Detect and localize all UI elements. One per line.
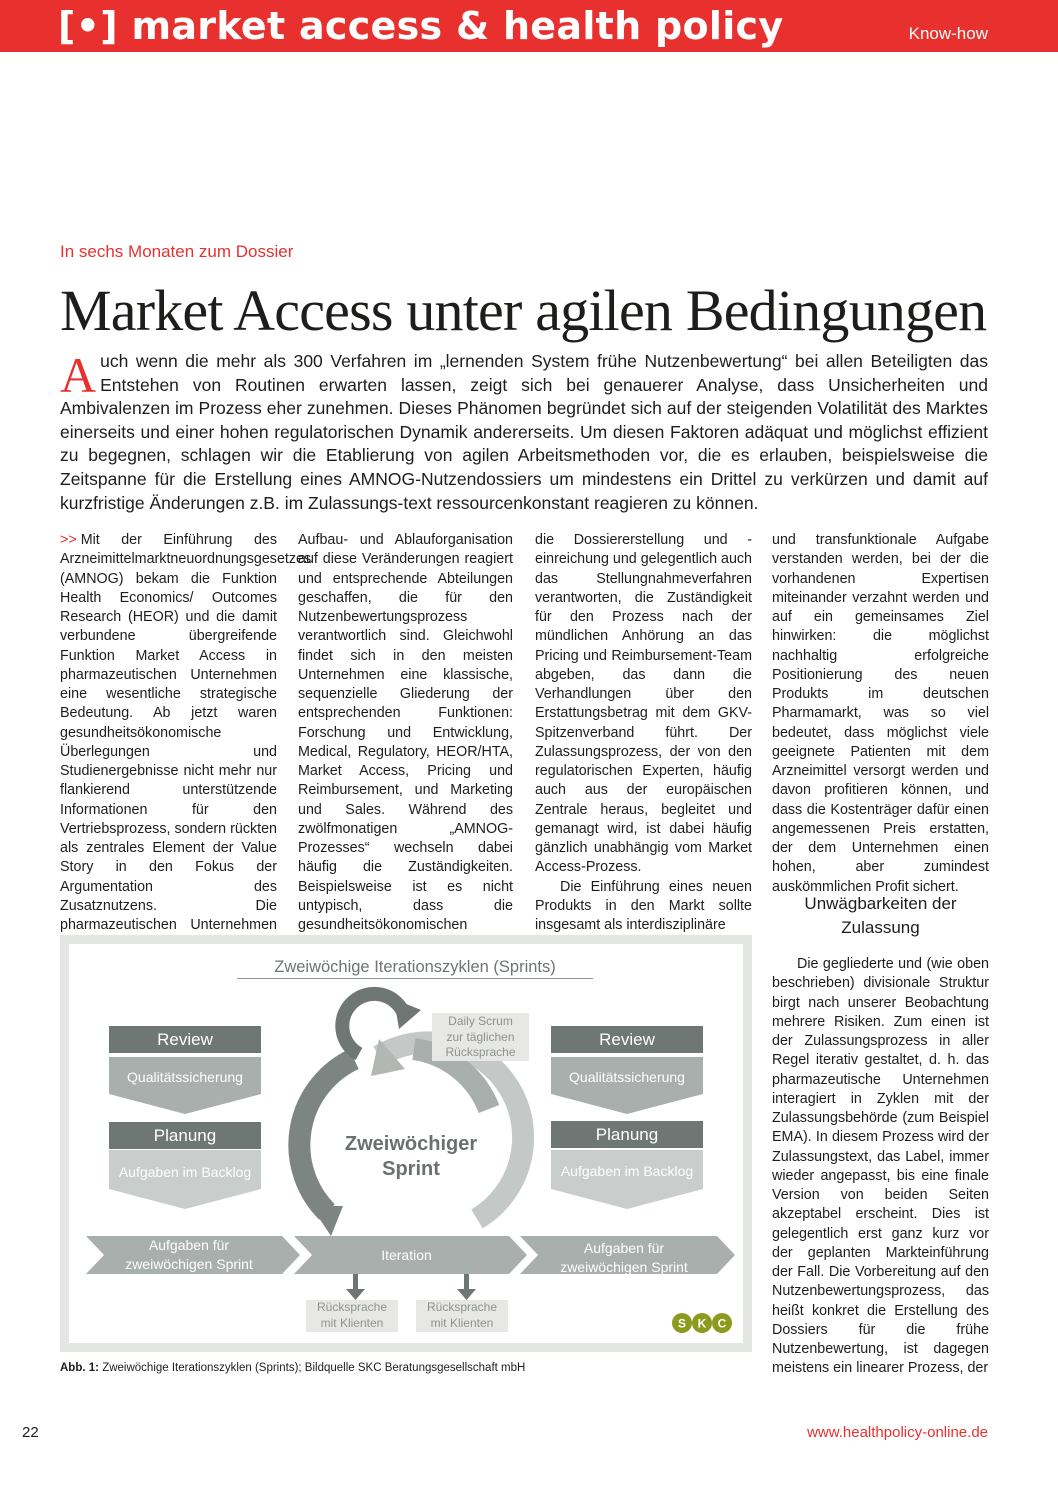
scrum-loop-arrowhead (394, 999, 421, 1029)
scrum-line-3: Rücksprache (445, 1045, 516, 1059)
body-column-4-continued (772, 955, 989, 1379)
right-planung-box: Planung (551, 1121, 703, 1148)
article-lead (60, 347, 988, 515)
article-headline: Market Access unter agilen Bedingungen (60, 278, 987, 343)
right-review-box: Review (551, 1026, 703, 1053)
website-link[interactable]: www.healthpolicy-online.de (807, 1424, 988, 1441)
logo-letter-c: C (717, 1316, 727, 1331)
publication-title: [•] market access & health policy (58, 4, 784, 48)
cycle-arrowhead-dark (311, 1206, 343, 1236)
iteration-label: Iteration (381, 1247, 432, 1263)
column-4-paragraph-1: und transfunktionale Aufgabe verstanden werden, bei der die vorhandenen Expertisen miteinander verzahnt werden und auf ein gemeinsames Ziel hinwirken: die möglichst nachhaltig erfolgreiche Positionierung des neuen Produkts im deutschen Pharmamarkt, was so viel bedeutet, dass möglichst viele geeignete Patienten mit dem Arzneimittel versorgt werden und davon profitieren können, und dass die Kostenträger dafür einen angemessenen Preis erstatten, der dem Unternehmen einen hohen, aber zumindest auskömmlichen Profit sichert. (772, 532, 989, 895)
diagram-canvas (69, 944, 743, 1343)
column-2-text: Aufbau- und Ablauforganisation auf diese Veränderungen reagiert und entsprechende Abteilungen geschaffen, die für den Nutzenbewertungsprozess verantwortlich sind. Gleichwohl findet sich in den meisten Unternehmen eine klassische, sequenzielle Gliederung der entsprechenden Funktionen: Forschung und Entwicklung, Medical, Regulatory, HEOR/HTA, Market Access, Pricing und Reimbursement, und Marketing und Sales. Während des zwölfmonatigen „AMNOG-Prozesses“ wechseln dabei häufig die Zuständigkeiten. Beispielsweise ist es nicht untypisch, dass die gesundheitsökonomischen (298, 532, 513, 933)
feedback-2-line-1: Rücksprache (426, 1300, 498, 1314)
logo-letter-k: K (697, 1316, 707, 1331)
sprint-diagram-figure (60, 935, 752, 1352)
right-qa-chevron (551, 1057, 703, 1114)
section-label: Know-how (908, 24, 988, 43)
left-qa-label: Qualitätssicherung (127, 1069, 243, 1085)
right-sprint-line-2: zweiwöchigen Sprint (560, 1259, 688, 1275)
feedback-2-line-2: mit Klienten (430, 1315, 494, 1330)
diagram-title: Zweiwöchige Iterationszyklen (Sprints) (237, 958, 593, 979)
left-backlog-label: Aufgaben im Backlog (118, 1164, 252, 1180)
scrum-line-1: Daily Scrum (448, 1014, 513, 1028)
column-4-paragraph-2: Die gegliederte und (wie oben beschrieben) divisionale Struktur birgt nach unserer Beobachtung mehrere Risiken. Zum einen ist der Zulassungsprozess in aller Regel iterativ gestaltet, d. h. das pharmazeutische Unternehmen interagiert in Zyklen mit der Zulassungsbehörde (zum Beispiel EMA). In diesem Prozess wird der Zulassungstext, das Label, immer wieder angepasst, bis eine finale Version von beiden Seiten akzeptabel erscheint. Dies ist gelegentlich erst ganz kurz vor der geplanten Markteinführung der Fall. Die Vorbereitung auf den Nutzenbewertungsprozess, das heißt konkret die Erstellung des Dossiers für die frühe Nutzenbewertung, ist dagegen meistens ein linearer Prozess, der (772, 956, 989, 1377)
body-column-3 (535, 531, 752, 935)
feedback-arrowhead-1 (346, 1289, 365, 1300)
lead-text: uch wenn die mehr als 300 Verfahren im „lernenden System frühe Nutzenbewertung“ bei allen Beteiligten das Entstehen von Routinen erwarten lassen, zeigt sich bei genauerer Analyse, dass Unsicherheiten und Ambivalenzen im Prozess eher zunehmen. Dieses Phänomen begründet sich auf der steigenden Volatilität des Marktes einerseits und einer hohen regulatorischen Dynamik andererseits. Um diesen Faktoren adäquat und möglichst effizient zu begegnen, schlagen wir die Etablierung von agilen Arbeitsmethoden vor, die es erlauben, beispielsweise die Zeitspanne für die Erstellung eines AMNOG-Nutzendossiers um mindestens ein Drittel zu verkürzen und damit auf kurzfristige Änderungen z.B. im Zulassungs-text ressourcenkonstant reagieren zu können. (60, 351, 988, 513)
daily-scrum-box (432, 1013, 529, 1061)
caption-label: Abb. 1: (60, 1362, 99, 1374)
center-line-2: Sprint (382, 1158, 440, 1180)
page-number: 22 (22, 1424, 39, 1441)
body-column-4 (772, 531, 989, 897)
right-sprint-line-1: Aufgaben für (583, 1240, 665, 1256)
center-line-1: Zweiwöchiger (344, 1133, 478, 1155)
article-kicker: In sechs Monaten zum Dossier (60, 242, 294, 261)
logo-letter-s: S (677, 1316, 687, 1331)
figure-caption (60, 1362, 525, 1374)
left-qa-chevron (109, 1057, 261, 1114)
feedback-1-line-2: mit Klienten (320, 1315, 384, 1330)
right-backlog-label: Aufgaben im Backlog (560, 1163, 694, 1179)
left-sprint-arrow-label (99, 1236, 279, 1274)
feedback-box-2 (416, 1300, 508, 1332)
feedback-1-line-1: Rücksprache (316, 1300, 388, 1314)
right-backlog-chevron (551, 1150, 703, 1209)
drop-cap: A (60, 347, 97, 403)
scrum-line-2: zur täglichen (446, 1029, 515, 1044)
body-column-1 (60, 531, 312, 955)
feedback-box-1 (306, 1300, 398, 1332)
sprint-center-label (331, 1132, 491, 1182)
left-review-box: Review (109, 1026, 261, 1053)
body-column-2 (298, 531, 513, 955)
left-sprint-line-2: zweiwöchigen Sprint (125, 1256, 253, 1272)
column-3-paragraph-2: Die Einführung eines neuen Produkts in den Markt sollte insgesamt als interdisziplinäre (535, 878, 752, 933)
column-1-text: Mit der Einführung des Arzneimittelmarktneuordnungsgesetzes (AMNOG) bekam die Funktion Health Economics/ Outcomes Research (HEOR) und die damit verbundene übergreifende Funktion Market Access in pharmazeutischen Unternehmen eine wesentliche strategische Bedeutung. Ab jetzt waren gesundheitsökonomische Überlegungen und Studienergebnisse nicht mehr nur flankierend unterstützende Informationen für den Vertriebsprozess, sondern rückten als zentrales Element der Value Story in den Fokus der Argumentation des Zusatznutzens. Die pharmazeutischen Unternehmen (60, 532, 312, 933)
column-3-paragraph-1: die Dossiererstellung und -einreichung und gelegentlich auch das Stellungnahmeverfahren verantworten, die Zuständigkeit für den Prozess nach der mündlichen Anhörung an das Pricing und Reimbursement-Team abgeben, das dann die Verhandlungen über den Erstattungsbetrag mit dem GKV-Spitzenverband führt. Der Zulassungsprozess, der von den regulatorischen Experten, häufig auch aus der europäischen Zentrale heraus, begleitet und gemanagt wird, ist dabei häufig gänzlich unabhängig vom Market Access-Prozess. (535, 532, 753, 876)
right-sprint-arrow-label (534, 1239, 714, 1277)
right-qa-label: Qualitätssicherung (569, 1069, 685, 1085)
paragraph-marker: >> (60, 532, 77, 548)
caption-text: Zweiwöchige Iterationszyklen (Sprints); Bildquelle SKC Beratungsgesellschaft mbH (102, 1362, 526, 1374)
feedback-stem-2 (464, 1274, 469, 1290)
skc-logo (671, 1312, 733, 1334)
left-sprint-line-1: Aufgaben für (148, 1237, 230, 1253)
left-planung-box: Planung (109, 1122, 261, 1149)
feedback-arrowhead-2 (457, 1289, 476, 1300)
section-subhead: Unwägbarkeiten der Zulassung (804, 894, 957, 937)
feedback-stem-1 (353, 1274, 358, 1290)
header-banner (0, 0, 1058, 52)
